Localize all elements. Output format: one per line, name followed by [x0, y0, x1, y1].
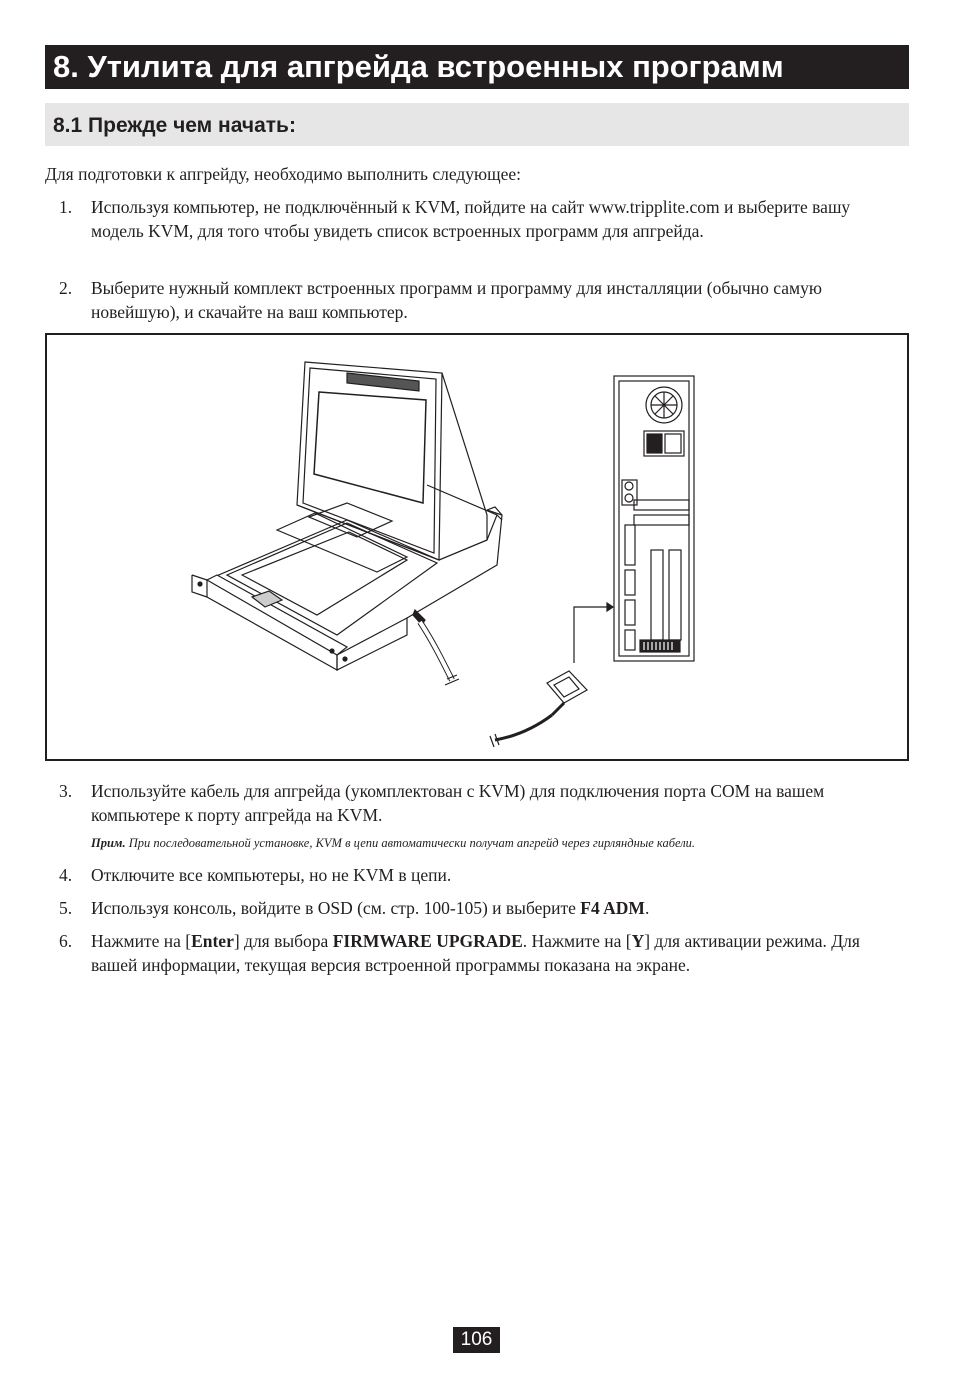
step-text-part: ] для выбора [233, 931, 333, 951]
kvm-console-illustration [192, 362, 502, 685]
chapter-title: 8. Утилита для апгрейда встроенных программ [45, 45, 909, 89]
section-title: 8.1 Прежде чем начать: [45, 103, 909, 146]
connection-arrow [574, 607, 607, 663]
step-text-part: . [644, 898, 650, 918]
computer-tower-illustration [614, 376, 694, 661]
step-text: Выберите нужный комплект встроенных программ и программу для инсталляции (обычно самую новейшую), и скачайте на ваш компьютер. [91, 278, 822, 322]
menu-firmware-upgrade: FIRMWARE UPGRADE [332, 931, 523, 951]
step-number: 6. [59, 931, 73, 951]
step-text-part: ] для активации режима. Для вашей информации, текущая версия встроенной программы показана на экране. [91, 931, 860, 975]
note [91, 834, 909, 852]
page-number: 106 [453, 1327, 500, 1353]
note-text: При последовательной установке, KVM в цепи автоматически получат апгрейд через гирляндные кабели. [125, 836, 696, 850]
key-y: Y [631, 931, 645, 951]
intro-text: Для подготовки к апгрейду, необходимо выполнить следующее: [45, 164, 521, 184]
step-text: Используя компьютер, не подключённый к KVM, пойдите на сайт www.tripplite.com и выберите вашу модель KVM, для того чтобы увидеть список встроенных программ для апгрейда. [91, 197, 851, 241]
step-number: 1. [59, 197, 73, 217]
step-text-part: . Нажмите на [ [522, 931, 632, 951]
step-number: 3. [59, 781, 73, 801]
kvm-connection-diagram [45, 333, 909, 761]
step-number: 2. [59, 278, 73, 298]
step-text [91, 896, 895, 920]
menu-key: F4 ADM [580, 898, 645, 918]
step-text [91, 929, 895, 977]
step-text-part: Нажмите на [ [91, 931, 192, 951]
step-number: 5. [59, 898, 73, 918]
note-label: Прим. [91, 836, 126, 850]
upgrade-cable-illustration [490, 671, 587, 747]
key-enter: Enter [191, 931, 234, 951]
step-text-part: Используя консоль, войдите в OSD (см. стр. 100-105) и выберите [91, 898, 581, 918]
step-text: Отключите все компьютеры, но не KVM в цепи. [91, 865, 452, 885]
step-text: Используйте кабель для апгрейда (укомплектован с KVM) для подключения порта COM на вашем компьютере к порту апгрейда на KVM. [91, 781, 825, 825]
step-number: 4. [59, 865, 73, 885]
